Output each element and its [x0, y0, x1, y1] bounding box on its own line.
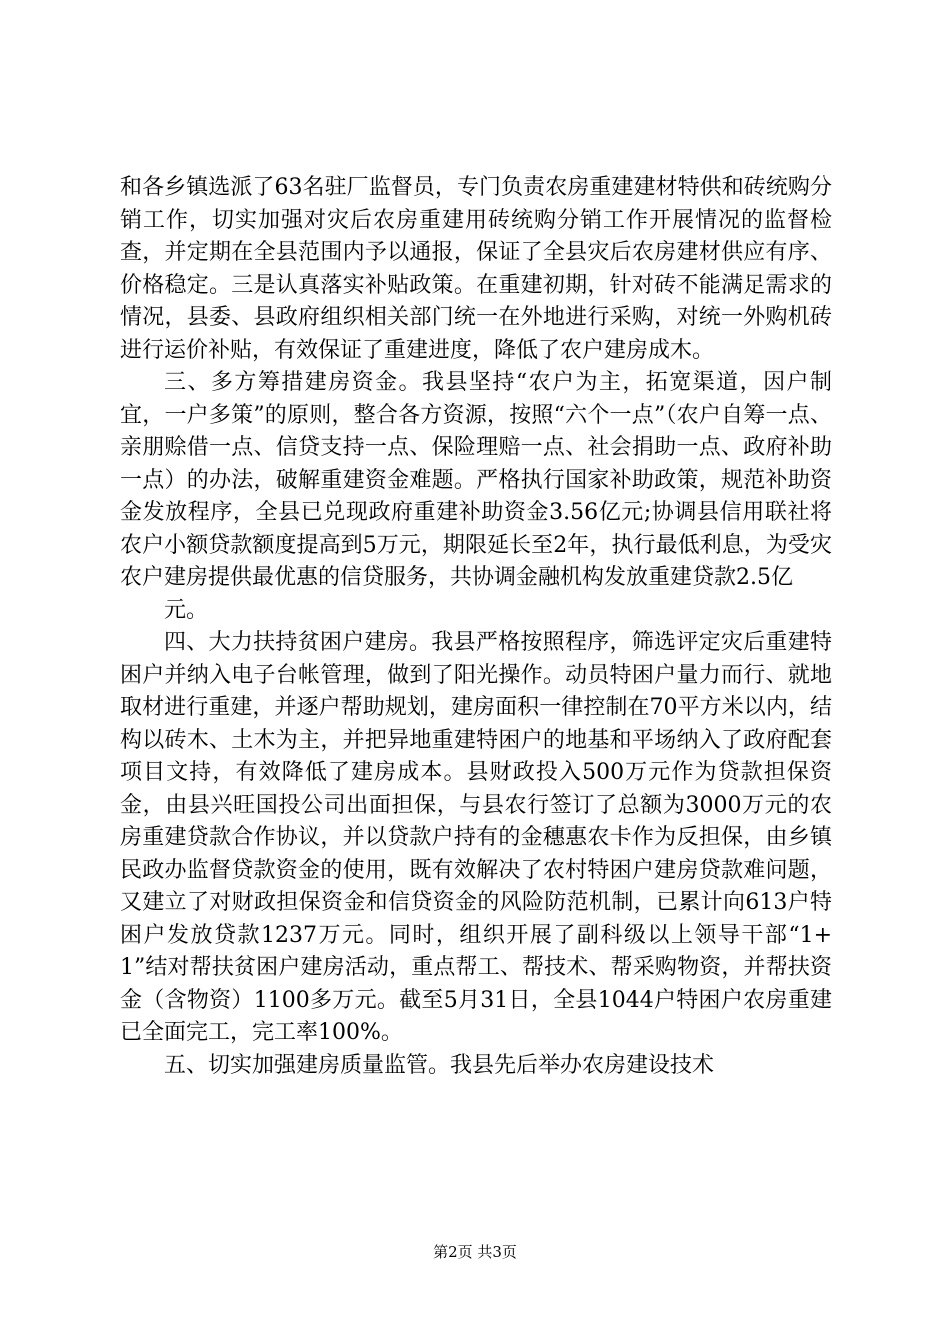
- paragraph-section-three: 三、多方筹措建房资金。我县坚持“农户为主，拓宽渠道，因户制宜，一户多策”的原则，整合各方资源，按照“六个一点”（农户自筹一点、亲朋赊借一点、信贷支持一点、保险理赔一点、社会捐助一点、政府补助一点）的办法，破解重建资金难题。严格执行国家补助政策，规范补助资金发放程序，全县已兑现政府重建补助资金3.56亿元;协调县信用联社将农户小额贷款额度提高到5万元，期限延长至2年，执行最低利息，为受灾农户建房提供最优惠的信贷服务，共协调金融机构发放重建贷款2.5亿: [120, 370, 832, 590]
- paragraph-continuation: 和各乡镇选派了63名驻厂监督员，专门负责农房重建建材特供和砖统购分销工作，切实加强对灾后农房重建用砖统购分销工作开展情况的监督检查，并定期在全县范围内予以通报，保证了全县灾后农房建材供应有序、价格稳定。三是认真落实补贴政策。在重建初期，针对砖不能满足需求的情况，县委、县政府组织相关部门统一在外地进行采购，对统一外购机砖进行运价补贴，有效保证了重建进度，降低了农户建房成木。: [120, 175, 832, 363]
- document-body: [120, 172, 832, 1082]
- page-footer: 第2页 共3页: [433, 1243, 517, 1261]
- paragraph-section-three-tail: 元。: [164, 597, 209, 623]
- paragraph-section-five: 五、切实加强建房质量监管。我县先后举办农房建设技术: [164, 1052, 715, 1078]
- paragraph-section-four: 四、大力扶持贫困户建房。我县严格按照程序，筛选评定灾后重建特困户并纳入电子台帐管理，做到了阳光操作。动员特困户量力而行、就地取材进行重建，并逐户帮助规划，建房面积一律控制在70平方米以内，结构以砖木、土木为主，并把异地重建特困户的地基和平场纳入了政府配套项目文持，有效降低了建房成本。县财政投入500万元作为贷款担保资金，由县兴旺国投公司出面担保，与县农行签订了总额为3000万元的农房重建贷款合作协议，并以贷款户持有的金穗惠农卡作为反担保，由乡镇民政办监督贷款资金的使用，既有效解决了农村特困户建房贷款难问题，又建立了对财政担保资金和信贷资金的风险防范机制，已累计向613户特困户发放贷款1237万元。同时，组织开展了副科级以上领导干部“1+1”结对帮扶贫困户建房活动，重点帮工、帮技术、帮采购物资，并帮扶资金（含物资）1100多万元。截至5月31日，全县1044户特困户农房重建已全面完工，完工率100%。: [120, 630, 832, 1045]
